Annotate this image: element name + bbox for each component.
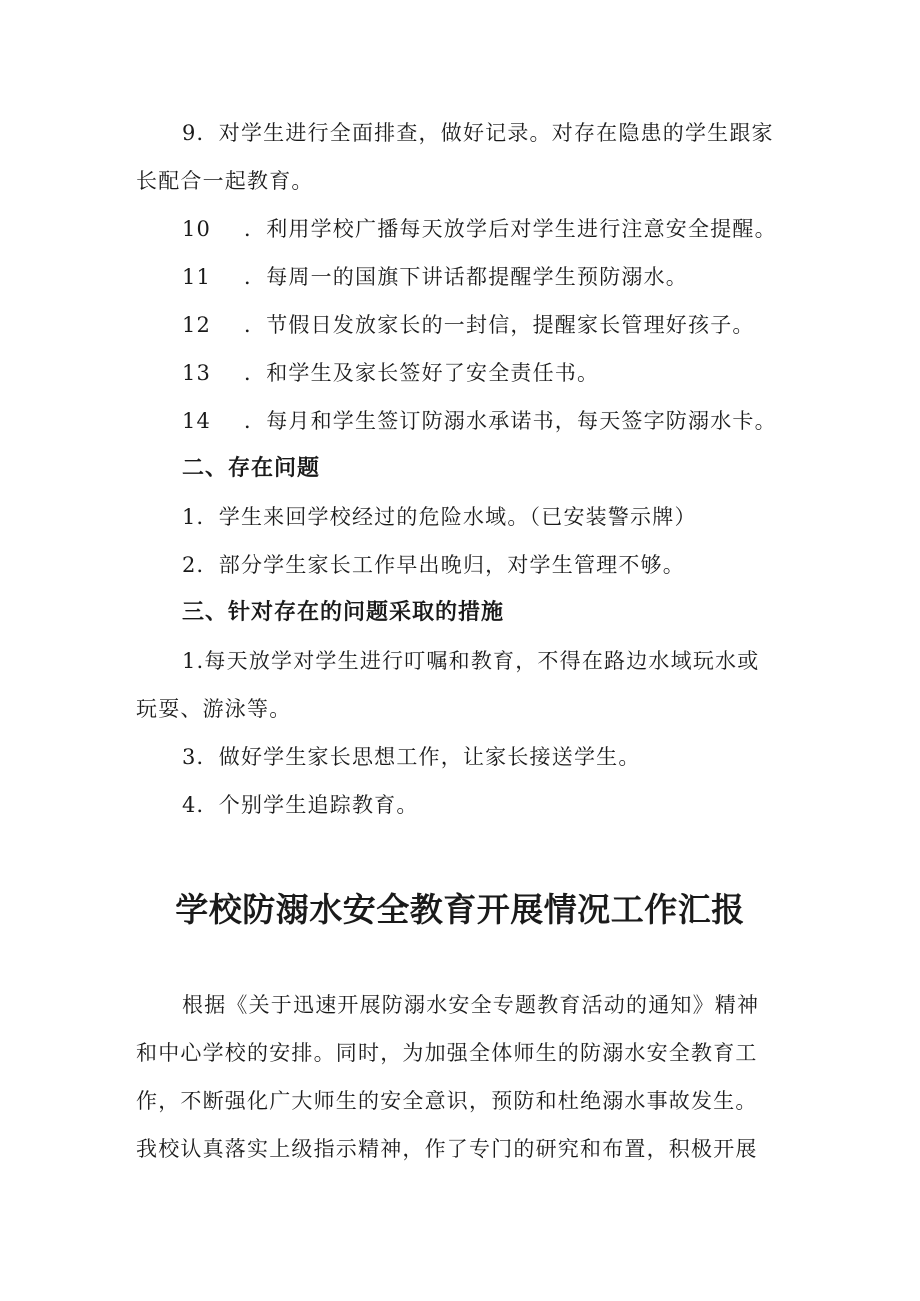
report-paragraph-line-2: 和中心学校的安排。同时，为加强全体师生的防溺水安全教育工	[136, 1041, 758, 1065]
list-item-number: 11	[182, 265, 212, 289]
problem-item-1: 1．学生来回学校经过的危险水域。（已安装警示牌）	[182, 505, 697, 529]
list-item-9-line-1: 9．对学生进行全面排查，做好记录。对存在隐患的学生跟家	[182, 121, 774, 145]
measure-item-1-line-1: 1.每天放学对学生进行叮嘱和教育，不得在路边水域玩水或	[182, 649, 760, 673]
list-item-text: ．节假日发放家长的一封信，提醒家长管理好孩子。	[244, 313, 755, 337]
measure-item-1-line-2: 玩耍、游泳等。	[136, 697, 292, 721]
list-item-number: 10	[182, 217, 212, 241]
report-paragraph-line-3: 作，不断强化广大师生的安全意识，预防和杜绝溺水事故发生。	[136, 1089, 758, 1113]
list-item-number: 14	[182, 409, 212, 433]
list-item-text: ．每月和学生签订防溺水承诺书，每天签字防溺水卡。	[244, 409, 777, 433]
list-item-13	[182, 358, 842, 388]
list-item-number: 12	[182, 313, 212, 337]
list-item-11	[182, 262, 842, 292]
section-heading-measures: 三、针对存在的问题采取的措施	[182, 600, 505, 625]
list-item-12	[182, 310, 842, 340]
list-item-9-line-2: 长配合一起教育。	[136, 169, 314, 193]
report-paragraph-line-4: 我校认真落实上级指示精神，作了专门的研究和布置，积极开展	[136, 1137, 758, 1161]
measure-item-4: 4．个别学生追踪教育。	[182, 793, 419, 817]
report-title: 学校防溺水安全教育开展情况工作汇报	[175, 890, 745, 929]
report-paragraph-line-1: 根据《关于迅速开展防溺水安全专题教育活动的通知》精神	[182, 993, 760, 1017]
measure-item-3: 3．做好学生家长思想工作，让家长接送学生。	[182, 745, 641, 769]
list-item-10	[182, 214, 842, 244]
section-heading-problems: 二、存在问题	[182, 456, 321, 481]
list-item-text: ．和学生及家长签好了安全责任书。	[244, 361, 600, 385]
list-item-text: ．每周一的国旗下讲话都提醒学生预防溺水。	[244, 265, 688, 289]
list-item-14	[182, 406, 842, 436]
problem-item-2: 2．部分学生家长工作早出晚归，对学生管理不够。	[182, 553, 685, 577]
list-item-text: ．利用学校广播每天放学后对学生进行注意安全提醒。	[244, 217, 777, 241]
list-item-number: 13	[182, 361, 212, 385]
